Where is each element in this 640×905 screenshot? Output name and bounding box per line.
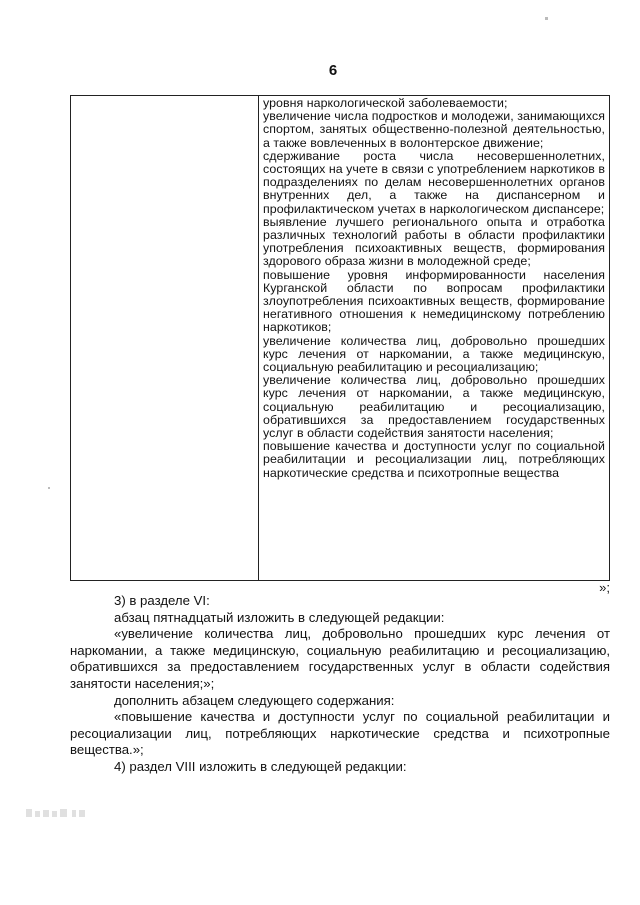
table-item: уровня наркологической заболеваемости; <box>263 96 508 110</box>
faint-stamp-mark <box>24 806 104 820</box>
paragraph: абзац пятнадцатый изложить в следующей редакции: <box>114 609 445 625</box>
table-item: повышение качества и доступности услуг по социальной реабилитации и ресоциализации лиц, потребляющих наркотические средства и психотропные вещества <box>263 439 605 480</box>
table-item: повышение уровня информированности населения Курганской области по вопросам профилактики злоупотребления психоактивных веществ, формирование негативного отношения к немедицинскому потреблению наркотиков; <box>263 267 605 335</box>
table-right-column <box>259 96 609 580</box>
document-body <box>70 593 610 776</box>
table-item: сдерживание роста числа несовершеннолетних, состоящих на учете в связи с употреблением наркотиков в подразделениях по делам несовершеннолетних органов внутренних дел, а также на диспансерном и профилактическом учетах в наркологическом диспансере; <box>263 148 605 216</box>
paragraph: 4) раздел VIII изложить в следующей редакции: <box>114 758 407 774</box>
paragraph: «повышение качества и доступности услуг по социальной реабилитации и ресоциализации лиц, потребляющих наркотические средства и психотропные вещества.»; <box>70 709 610 758</box>
paragraph: дополнить абзацем следующего содержания: <box>114 692 395 708</box>
table-item: увеличение количества лиц, добровольно прошедших курс лечения от наркомании, а также медицинскую, социальную реабилитацию и ресоциализацию; <box>263 333 605 375</box>
paragraph: 3) в разделе VI: <box>114 593 210 608</box>
table-item: увеличение числа подростков и молодежи, занимающихся спортом, занятых общественно-полезной деятельностью, а также вовлеченных в волонтерское движение; <box>263 109 605 150</box>
table-left-column <box>71 96 259 580</box>
scan-speck <box>545 17 548 20</box>
program-table <box>70 95 610 581</box>
closing-quote: »; <box>599 580 610 595</box>
scan-speck <box>48 487 50 489</box>
paragraph: «увеличение количества лиц, добровольно прошедших курс лечения от наркомании, а также медицинскую, социальную реабилитацию и ресоциализацию, обратившихся за предоставлением государственных услуг в области содействия занятости населения;»; <box>70 626 610 691</box>
page-number: 6 <box>328 62 338 79</box>
table-item: увеличение количества лиц, добровольно прошедших курс лечения от наркомании, а также медицинскую, социальную реабилитацию и ресоциализацию, обратившихся за предоставлением государственных услуг в области содействия занятости населения; <box>263 373 605 441</box>
table-item: выявление лучшего регионального опыта и отработка различных технологий работы в области профилактики употребления психоактивных веществ, формирования здорового образа жизни в молодежной среде; <box>263 214 605 269</box>
